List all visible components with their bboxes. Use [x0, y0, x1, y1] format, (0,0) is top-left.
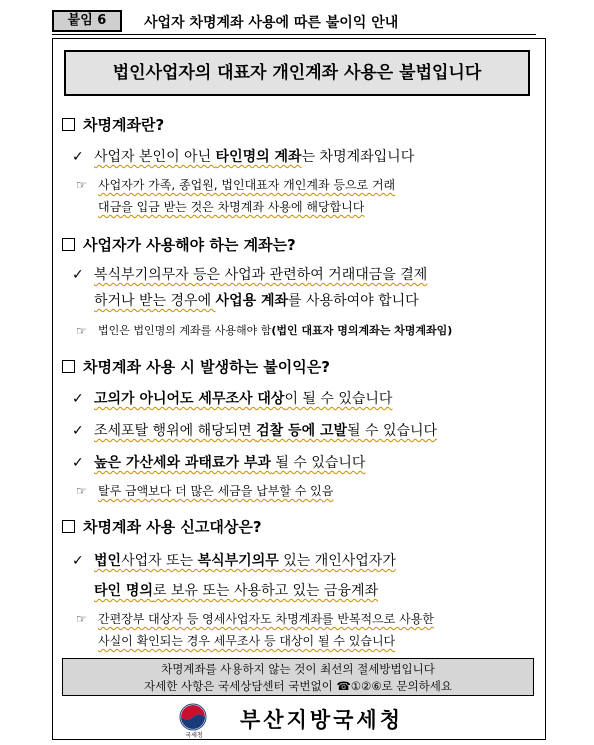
- check-icon: ✓: [72, 553, 84, 569]
- check-icon: ✓: [72, 149, 84, 165]
- check-item: ✓ 조세포탈 행위에 해당되면 검찰 등에 고발될 수 있습니다: [72, 418, 542, 444]
- check-item: ✓ 법인사업자 또는 복식부기의무 있는 개인사업자가 타인 명의로 보유 또는 사용하고 있는 금융계좌: [72, 546, 542, 606]
- pointing-hand-icon: ☞: [76, 324, 87, 338]
- office-name: 부산지방국세청: [240, 708, 404, 732]
- note-item: ☞ 간편장부 대상자 등 영세사업자도 차명계좌를 반복적으로 사용한 사실이 확인되는 경우 세무조사 등 대상이 될 수 있습니다: [76, 608, 544, 652]
- checkbox-square-icon: [62, 360, 75, 373]
- pointing-hand-icon: ☞: [76, 178, 87, 192]
- section-heading-4: 차명계좌 사용 신고대상은?: [62, 516, 262, 537]
- checkbox-square-icon: [62, 238, 75, 251]
- checkbox-square-icon: [62, 520, 75, 533]
- banner-headline: 법인사업자의 대표자 개인계좌 사용은 불법입니다: [64, 50, 530, 96]
- check-icon: ✓: [72, 391, 84, 407]
- check-item: ✓ 고의가 아니어도 세무조사 대상이 될 수 있습니다: [72, 386, 542, 412]
- section-heading-2: 사업자가 사용해야 하는 계좌는?: [62, 234, 296, 255]
- check-icon: ✓: [72, 423, 84, 439]
- note-item: ☞ 탈루 금액보다 더 많은 세금을 납부할 수 있음: [76, 480, 544, 502]
- section-heading-3: 차명계좌 사용 시 발생하는 불이익은?: [62, 356, 330, 377]
- check-icon: ✓: [72, 455, 84, 471]
- section-heading-1: 차명계좌란?: [62, 114, 164, 135]
- pointing-hand-icon: ☞: [76, 612, 87, 626]
- check-item: ✓ 사업자 본인이 아닌 타인명의 계좌는 차명계좌입니다: [72, 144, 542, 170]
- logo-label: 국세청: [185, 732, 203, 739]
- check-icon: ✓: [72, 267, 84, 283]
- info-line-2: 자세한 사항은 국세상담센터 국번없이 ☎①②⑥로 문의하세요: [144, 679, 452, 693]
- contact-info-box: [62, 658, 534, 696]
- check-item: ✓ 복식부기의무자 등은 사업과 관련하여 거래대금을 결제 하거나 받는 경우에 사업용 계좌를 사용하여야 합니다: [72, 262, 542, 314]
- info-line-1: 차명계좌를 사용하지 않는 것이 최선의 절세방법입니다: [161, 662, 435, 676]
- document-header: [52, 10, 536, 35]
- attachment-badge: 붙임 6: [52, 10, 122, 32]
- check-item: ✓ 높은 가산세와 과태료가 부과 될 수 있습니다: [72, 450, 542, 476]
- nts-logo-icon: [178, 702, 208, 732]
- document-title: 사업자 차명계좌 사용에 따른 불이익 안내: [144, 15, 399, 31]
- pointing-hand-icon: ☞: [76, 484, 87, 498]
- note-item: ☞ 법인은 법인명의 계좌를 사용해야 함(법인 대표자 명의계좌는 차명계좌임): [76, 320, 544, 342]
- checkbox-square-icon: [62, 118, 75, 131]
- note-item: ☞ 사업자가 가족, 종업원, 법인대표자 개인계좌 등으로 거래 대금을 입금 받는 것은 차명계좌 사용에 해당합니다: [76, 174, 544, 218]
